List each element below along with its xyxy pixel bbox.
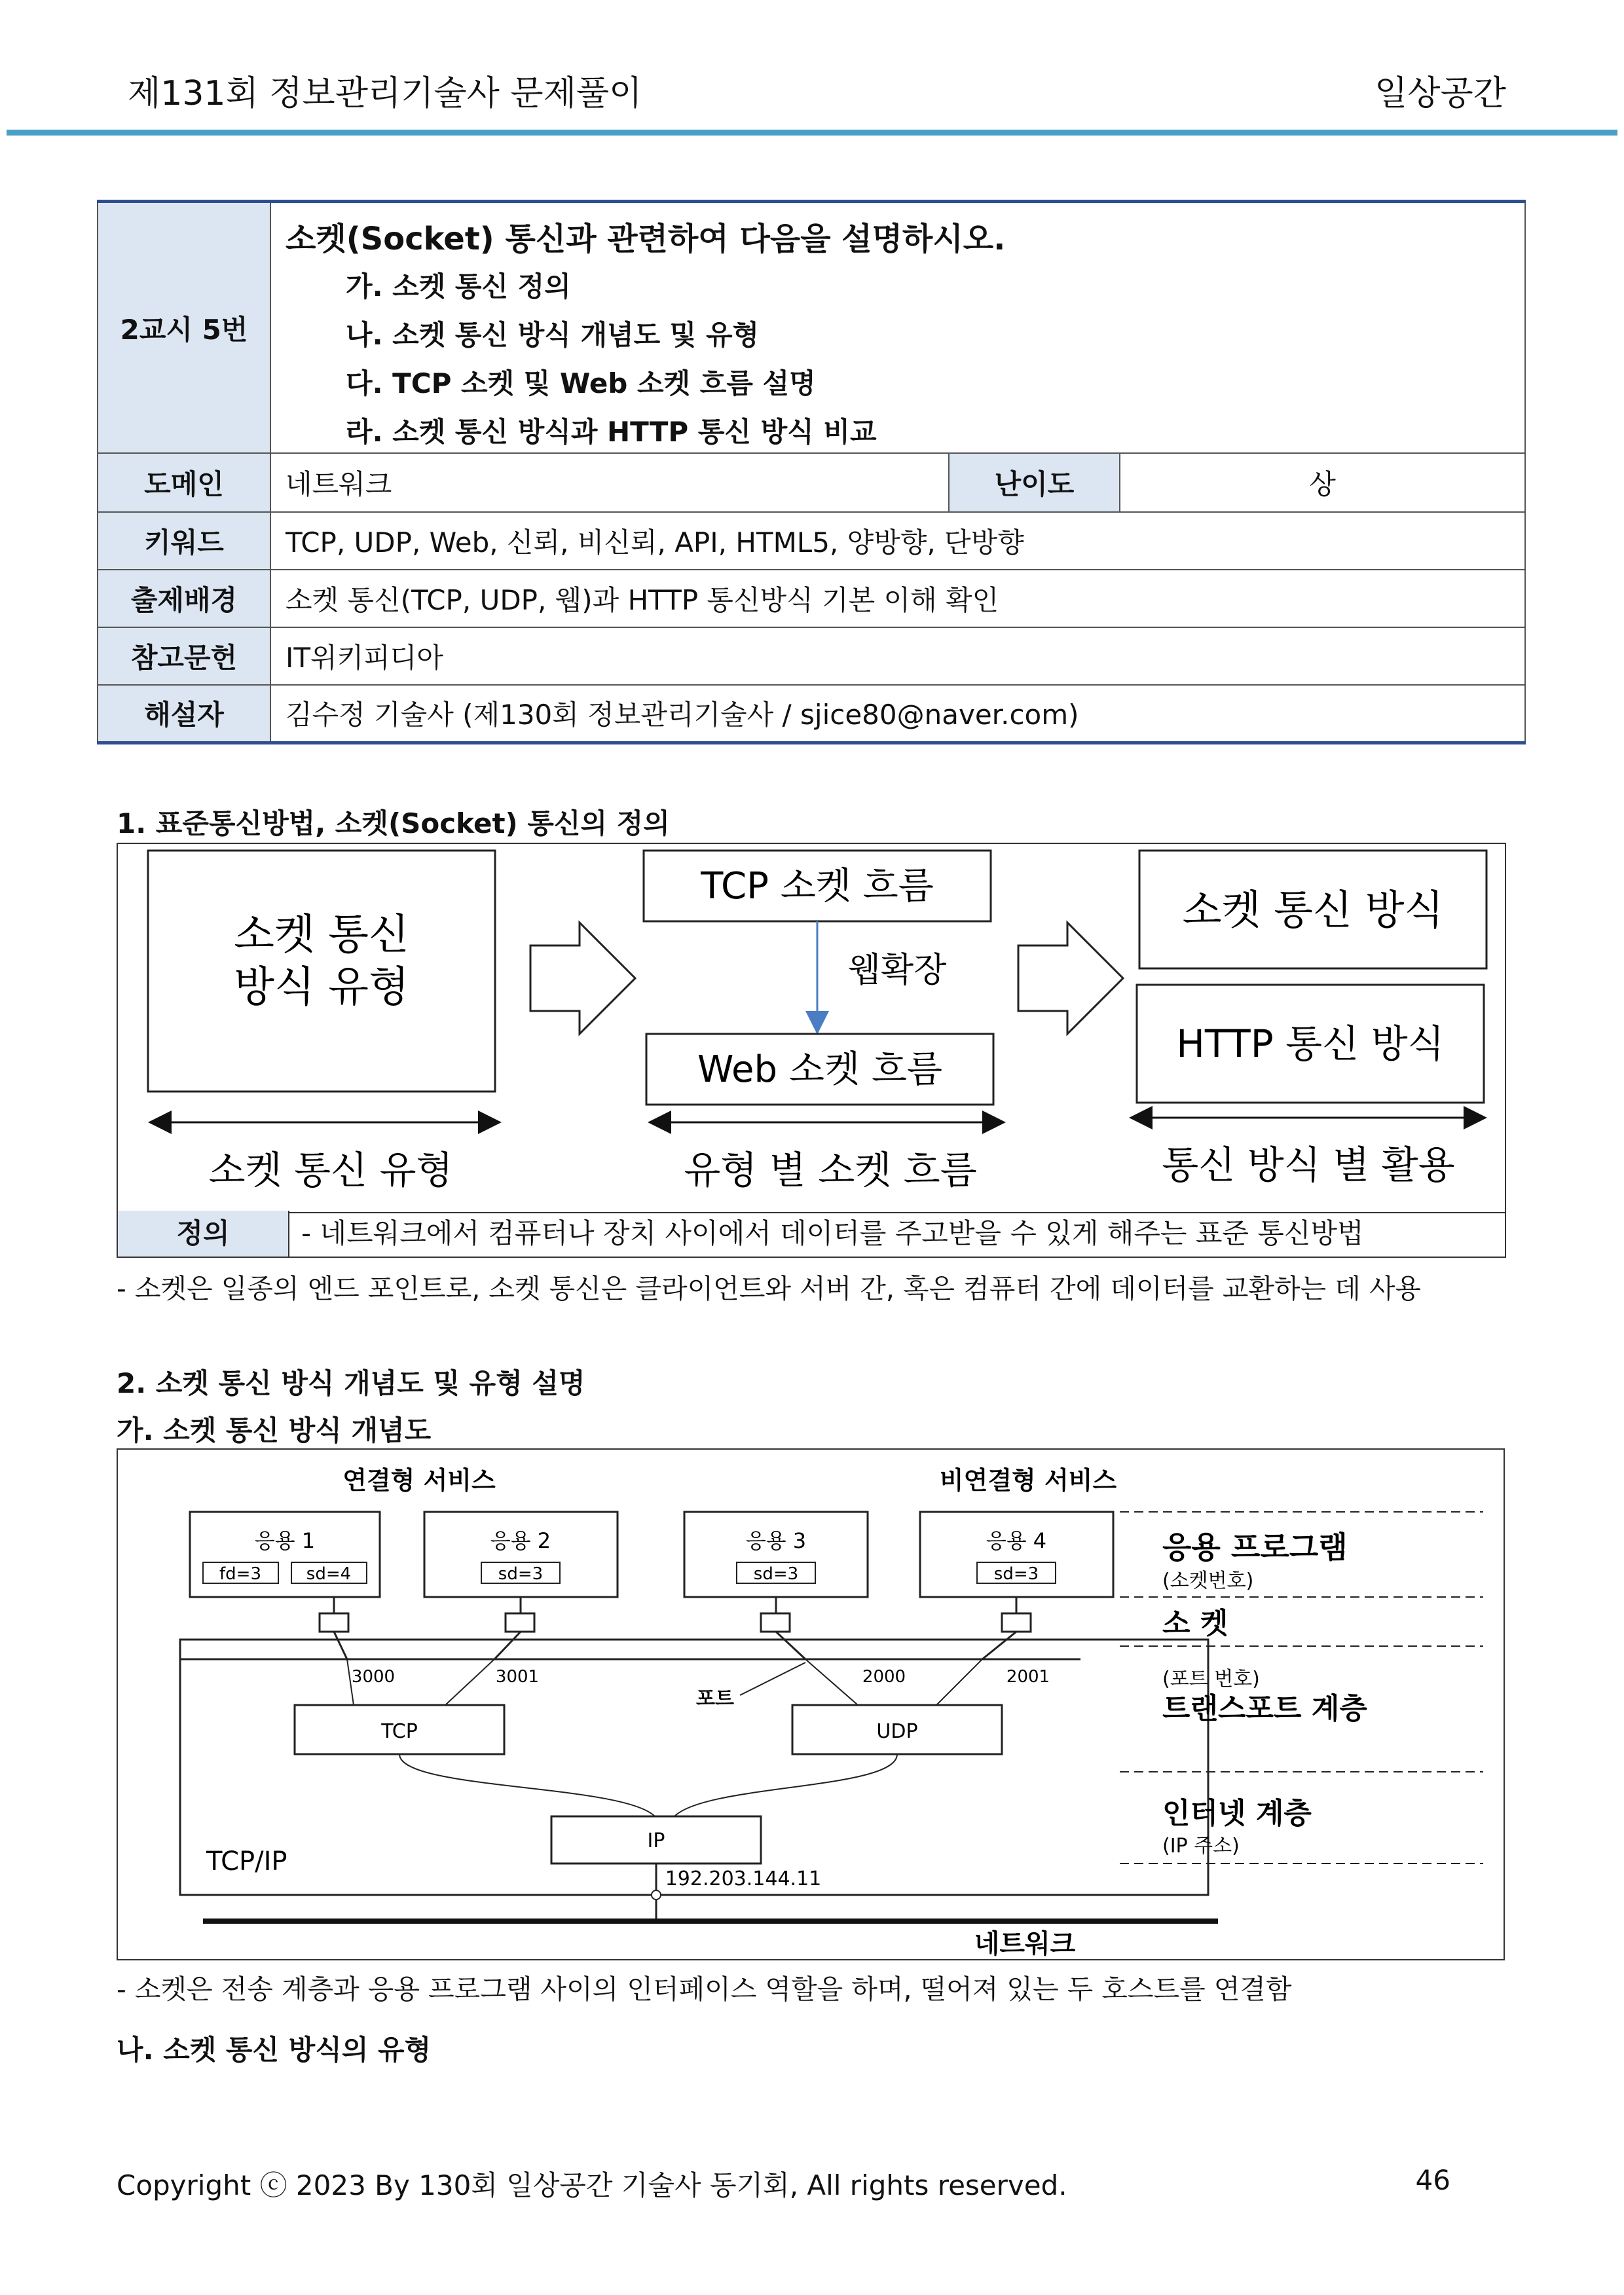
svg-text:응용 4: 응용 4: [986, 1528, 1047, 1553]
difficulty-label: 난이도: [949, 453, 1120, 512]
section2-sub-b: 나. 소켓 통신 방식의 유형: [117, 2034, 432, 2066]
layer-port: (포트 번호): [1162, 1668, 1260, 1691]
concept-svg: [118, 1450, 1504, 1959]
app-box: [920, 1512, 1113, 1597]
connless-service-label: 비연결형 서비스: [939, 1466, 1117, 1495]
domain-label: 도메인: [98, 453, 270, 512]
port-number: 2001: [1006, 1667, 1050, 1687]
udp-to-ip: [674, 1754, 897, 1816]
port-number: 3000: [351, 1667, 396, 1687]
arrow-right-icon: [1018, 923, 1123, 1034]
port-label: 포트: [696, 1687, 734, 1710]
svg-text:sd=3: sd=3: [753, 1564, 799, 1584]
socket-to-port: [334, 1632, 1016, 1659]
svg-text:sd=4: sd=4: [306, 1564, 352, 1584]
keyword-label: 키워드: [98, 512, 270, 570]
caption-types: 소켓 통신 유형: [208, 1148, 453, 1192]
svg-text:fd=3: fd=3: [219, 1564, 261, 1584]
layer-app-sub: (소켓번호): [1162, 1570, 1254, 1592]
page-number: 46: [1415, 2164, 1450, 2196]
header-divider: [7, 130, 1617, 136]
question-cell: [270, 202, 1525, 454]
socket-concept-figure: [117, 1448, 1505, 1960]
section2-title: 2. 소켓 통신 방식 개념도 및 유형 설명: [117, 1367, 585, 1399]
svg-text:sd=3: sd=3: [993, 1564, 1039, 1584]
section2-sub-a: 가. 소켓 통신 방식 개념도: [117, 1414, 432, 1446]
session-label: 2교시 5번: [98, 202, 270, 454]
author-value: 김수정 기술사 (제130회 정보관리기술사 / sjice80@naver.com): [270, 685, 1525, 743]
web-flow-label: Web 소켓 흐름: [697, 1048, 943, 1091]
udp-label: UDP: [876, 1720, 918, 1743]
background-value: 소켓 통신(TCP, UDP, 웹)과 HTTP 통신방식 기본 이해 확인: [270, 570, 1525, 627]
svg-text:sd=3: sd=3: [498, 1564, 544, 1584]
question-item: 라. 소켓 통신 방식과 HTTP 통신 방식 비교: [346, 416, 877, 448]
layer-ip: (IP 주소): [1162, 1835, 1240, 1858]
port-number: 3001: [495, 1667, 540, 1687]
conn-service-label: 연결형 서비스: [342, 1466, 496, 1495]
tcp-to-ip: [399, 1754, 655, 1816]
definition-text: - 네트워크에서 컴퓨터나 장치 사이에서 데이터를 주고받을 수 있게 해주는 표준 통신방법: [301, 1217, 1364, 1249]
footer-copyright: Copyright ⓒ 2023 By 130회 일상공간 기술사 동기회, All rights reserved.: [117, 2169, 1067, 2201]
socket-links: [320, 1597, 1031, 1632]
layer-app: 응용 프로그램: [1162, 1530, 1348, 1565]
question-item: 다. TCP 소켓 및 Web 소켓 흐름 설명: [346, 367, 816, 399]
keyword-value: TCP, UDP, Web, 신뢰, 비신뢰, API, HTML5, 양방향, 단방향: [270, 512, 1525, 570]
section2-note: - 소켓은 전송 계층과 응용 프로그램 사이의 인터페이스 역할을 하며, 떨어져 있는 두 호스트를 연결함: [117, 1974, 1292, 2005]
header-title: 제131회 정보관리기술사 문제풀이: [128, 74, 642, 113]
author-label: 해설자: [98, 685, 270, 743]
definition-label: 정의: [118, 1211, 289, 1257]
reference-label: 참고문헌: [98, 627, 270, 685]
layer-transport: 트랜스포트 계층: [1162, 1692, 1367, 1725]
question-item: 나. 소켓 통신 방식 개념도 및 유형: [346, 319, 760, 351]
section1-note: - 소켓은 일종의 엔드 포인트로, 소켓 통신은 클라이언트와 서버 간, 혹은 컴퓨터 간에 데이터를 교환하는 데 사용: [117, 1273, 1422, 1304]
layer-socket: 소 켓: [1162, 1607, 1228, 1640]
svg-text:응용 2: 응용 2: [490, 1528, 551, 1553]
tcp-flow-label: TCP 소켓 흐름: [701, 865, 934, 908]
layer-internet: 인터넷 계층: [1162, 1797, 1312, 1830]
difficulty-value: 상: [1120, 453, 1525, 512]
arrow-right-icon: [530, 923, 635, 1034]
header-brand: 일상공간: [1375, 74, 1506, 113]
network-node: [652, 1890, 661, 1900]
network-label: 네트워크: [974, 1929, 1076, 1959]
svg-text:응용 1: 응용 1: [254, 1528, 316, 1553]
section1-title: 1. 표준통신방법, 소켓(Socket) 통신의 정의: [117, 807, 670, 839]
overview-svg: [118, 844, 1505, 1212]
reference-value: IT위키피디아: [270, 627, 1525, 685]
overview-diagram: [117, 843, 1506, 1213]
question-title: 소켓(Socket) 통신과 관련하여 다음을 설명하시오.: [286, 221, 1006, 257]
type-box-line1: 소켓 통신: [234, 911, 409, 959]
app-box: [190, 1512, 380, 1597]
svg-text:응용 3: 응용 3: [745, 1528, 807, 1553]
http-method-label: HTTP 통신 방식: [1176, 1021, 1445, 1066]
port-pointer: [740, 1662, 805, 1695]
app-box: [684, 1512, 868, 1597]
question-item: 가. 소켓 통신 정의: [346, 270, 571, 303]
type-box-line2: 방식 유형: [234, 963, 409, 1012]
port-number: 2000: [862, 1667, 906, 1687]
domain-value: 네트워크: [270, 453, 949, 512]
definition-row: [117, 1211, 1506, 1258]
background-label: 출제배경: [98, 570, 270, 627]
caption-flows: 유형 별 소켓 흐름: [684, 1148, 977, 1192]
ip-address: 192.203.144.11: [665, 1867, 822, 1890]
caption-usage: 통신 방식 별 활용: [1162, 1143, 1455, 1187]
app-box: [424, 1512, 618, 1597]
tcp-label: TCP: [381, 1720, 418, 1743]
socket-method-label: 소켓 통신 방식: [1182, 886, 1444, 934]
tcpip-label: TCP/IP: [206, 1846, 287, 1877]
ip-label: IP: [647, 1829, 665, 1852]
web-ext-label: 웹확장: [847, 951, 947, 990]
question-table: [97, 200, 1526, 744]
